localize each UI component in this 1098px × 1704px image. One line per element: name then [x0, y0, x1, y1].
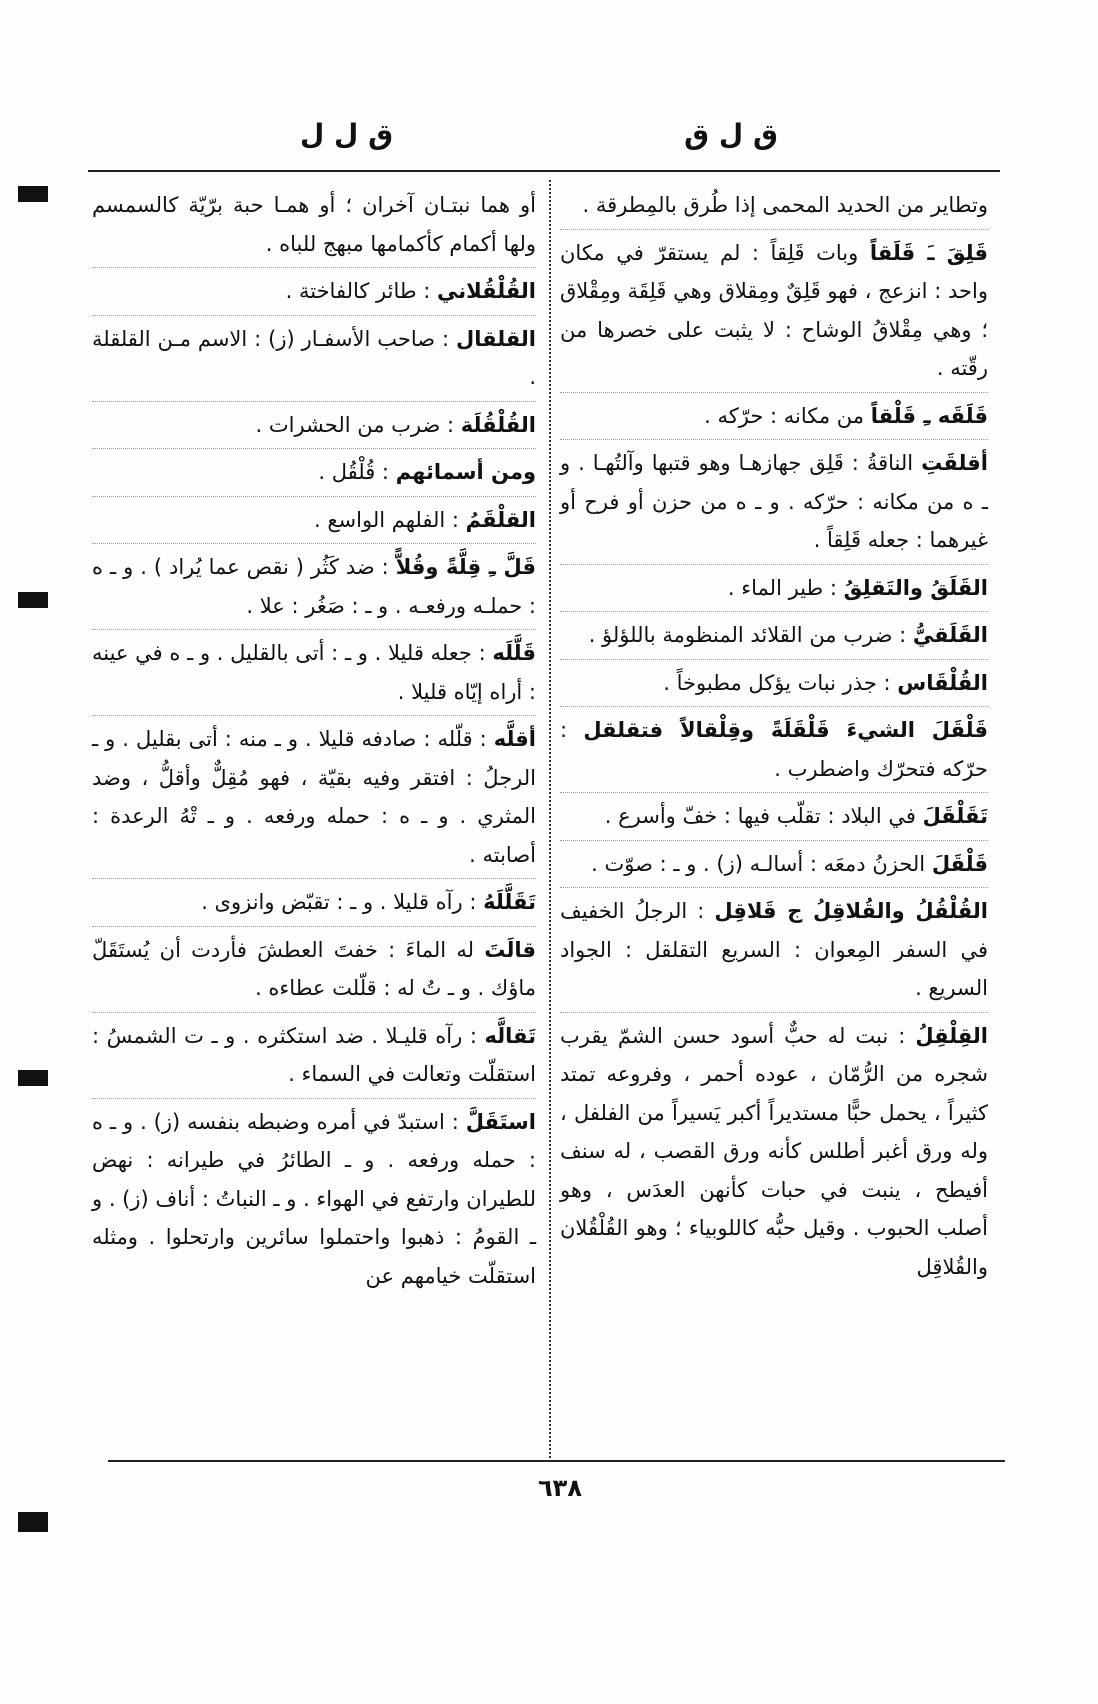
entry-headword: قَلْقَلَ [931, 851, 988, 876]
entry-text: : قلّله : صادفه قليلا . و ـ منه : أتى بقليل . و ـ الرجلُ : افتقر وفيه بقيّة ، فهو مُقِلٌّ وأقلُّ ، وضد المثري . و ـ ه : حمله ورفعه . و ـ تْهُ الرعدة : أصابته . [92, 727, 536, 867]
entry-headword: أقلقَتِ [921, 451, 988, 475]
right-column [560, 186, 988, 1294]
entry-text: : نبت له حبٌّ أسود حسن الشمّ يقرب شجره من الرُّمّان ، عوده أحمر ، وفروعه تمتد كثيراً ، يحمل حبًّا مستديراً أكبر يَسيراً من الفلفل ، وله ورق أغبر أطلس كأنه ورق القصب ، له سنف أفيطح ، ينبت في حبات كأنهن العدَس ، وهو أصلب الحبوب . وقيل حبُّه كاللوبياء ؛ وهو القُلْقُلان والقُلاقِل [560, 1023, 988, 1279]
running-head-right: ق ل ق [684, 118, 778, 151]
column-divider [549, 180, 551, 1458]
top-rule [88, 170, 1000, 172]
entry-headword: القُلْقُلُ والقُلاقِلُ ج قَلاقِل [714, 899, 988, 923]
entry-text: : طير الماء . [727, 575, 837, 600]
entry-headword: القَلَقُ والتَقلِقُ [843, 575, 988, 600]
entry-headword: قالَتَ [484, 937, 536, 962]
entry-text: وبات قَلِقاً : لم يستقرّ في مكان واحد : انزعج ، فهو قَلِقٌ ومِقلاق وهي قَلِقَة ومِقْلاق ؛ وهي مِقْلاقُ الوشاح : لا يثبت على خصرها من رقّته . [560, 240, 988, 380]
entry-text: الحزنُ دمعَه : أسالـه (ز) . و ـ : صوّت . [591, 851, 926, 876]
entry-headword: القُلْقُلاني [437, 279, 536, 303]
entry-text: : ضد كَثُر ( نقص عما يُراد ) . و ـ ه : حملـه ورفعـه . و ـ : صَغُر : علا . [92, 555, 536, 618]
entry [92, 634, 536, 716]
thumb-index-mark [18, 1512, 48, 1532]
entry [560, 797, 988, 841]
entry [92, 1017, 536, 1099]
entry [92, 272, 536, 316]
entry [92, 453, 536, 497]
entry [92, 186, 536, 268]
entry-headword: قَلَّ ـِ قِلَّةً وقُلاًّ [395, 555, 536, 579]
entry-headword: أقلَّه [493, 727, 536, 751]
entry [560, 892, 988, 1013]
entry-text: : رآه قليـلا . ضد استكثره . و ـ ت الشمسُ : استقلّت وتعالت في السماء . [92, 1023, 536, 1086]
entry-text: أو هما نبتـان آخران ؛ أو همـا حبة برّيّة كالسمسم ولها أكمام كأكمامها مبهج للباه . [92, 193, 536, 256]
entry-headword: قَلَّلَه [492, 641, 536, 665]
entry [92, 406, 536, 450]
entry-text: : قُلْقُل . [318, 460, 390, 484]
entry-text: : صاحب الأسفـار (ز) : الاسم مـن القلقلة . [92, 326, 536, 389]
entry-text: : استبدّ في أمره وضبطه بنفسه (ز) . و ـ ه : حمله ورفعه . و ـ الطائرُ في طيرانه : نهض للطيران وارتفع في الهواء . و ـ النباتُ : أناف (ز) . و ـ القومُ : ذهبوا واحتملوا سائرين وارتحلوا . ومثله استقلّت خيامهم عن [92, 1109, 536, 1288]
thumb-index-mark [18, 186, 48, 202]
entry [560, 845, 988, 889]
entry-text: : طائر كالفاختة . [285, 279, 431, 303]
entry [560, 186, 988, 230]
entry-text: : حرّكه فتحرّك واضطرب . [560, 718, 988, 781]
entry-headword: تَقَلْقَلَ [922, 804, 988, 828]
entry-headword: القُلْقُلَة [460, 412, 536, 437]
entry-headword: تَقالَّه [484, 1023, 536, 1048]
entry-text: : جعله قليلا . و ـ : أتى بالقليل . و ـ ه في عينه : أراه إيّاه قليلا . [92, 641, 536, 704]
entry-headword: قَلِقَ ـَ قَلَقاً [869, 240, 988, 265]
entry-text: من مكانه : حرّكه . [704, 403, 865, 428]
page-number: ٦٣٨ [538, 1474, 582, 1502]
thumb-index-mark [18, 592, 48, 608]
entry [92, 548, 536, 630]
thumb-index-mark [18, 1070, 48, 1086]
entry-headword: تَقَلَّلَهُ [483, 890, 536, 914]
entry [92, 720, 536, 879]
entry [92, 1103, 536, 1300]
entry-headword: القِلْقِلُ [915, 1023, 988, 1048]
entry [560, 444, 988, 565]
entry-headword: ومن أسمائهم [395, 460, 536, 484]
entry [92, 883, 536, 927]
entry-headword: قَلْقَلَ الشيءَ قَلْقَلَةً وقِلْقالاً فتقلقل [583, 718, 988, 742]
entry-headword: استَقَلَّ [465, 1109, 536, 1134]
entry [560, 711, 988, 793]
entry-headword: القلقال [456, 326, 536, 351]
entry-headword: القلْقَمُ [465, 507, 536, 532]
entry [92, 501, 536, 545]
entry-text: له الماءَ : خفتَ العطشَ فأردت أن يُستَقَلّ ماؤك . و ـ تُ له : قلّلت عطاءه . [92, 937, 536, 1000]
entry [560, 397, 988, 441]
entry-headword: قَلَقَه ـِ قَلْقاً [870, 403, 988, 428]
entry [560, 616, 988, 660]
entry-text: : جذر نبات يؤكل مطبوخاً . [663, 670, 891, 695]
entry [560, 664, 988, 708]
entry-text: : رآه قليلا . و ـ : تقبّض وانزوى . [201, 890, 477, 914]
entry-text: في البلاد : تقلّب فيها : خفّ وأسرع . [604, 804, 916, 828]
entry-text: : الفلهم الواسع . [314, 507, 459, 532]
entry-headword: القَلَقيُّ [912, 623, 988, 647]
entry [92, 320, 536, 402]
entry [560, 569, 988, 613]
entry-text: : الرجلُ الخفيف في السفر المِعوان : السريع التقلقل : الجواد السريع . [560, 899, 988, 1000]
left-column [92, 186, 536, 1303]
entry [560, 234, 988, 393]
entry [560, 1017, 988, 1291]
entry-text: الناقةُ : قَلِق جهازهـا وهو قتبها وآلتُهـا . و ـ ه من مكانه : حرّكه . و ـ ه من حزن أو فرح أو غيرهما : جعله قَلِقاً . [560, 451, 988, 552]
bottom-rule [108, 1460, 1005, 1462]
running-head-left: ق ل ل [300, 118, 394, 151]
entry-headword: القُلْقَاس [897, 670, 988, 695]
entry-text: : ضرب من الحشرات . [255, 412, 455, 437]
entry [92, 931, 536, 1013]
entry-text: : ضرب من القلائد المنظومة باللؤلؤ . [588, 623, 907, 647]
entry-text: وتطاير من الحديد المحمى إذا طُرق بالمِطرقة . [582, 193, 988, 217]
